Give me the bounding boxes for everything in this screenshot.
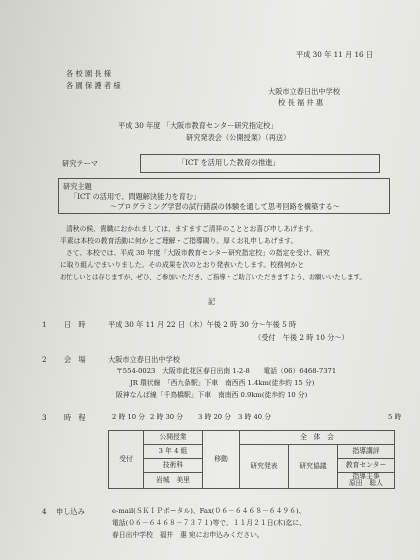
schedule-presentation: 研究発表: [240, 445, 289, 489]
schedule-discussion: 研究協議: [289, 445, 338, 489]
schedule-open-class: 公開授業: [144, 431, 203, 445]
schedule-center: 教育センター: [338, 459, 395, 473]
schedule-advisor-name: 原田 聡人: [349, 479, 383, 488]
apply-line: 電話(０６－６４６８－７３７１)等で、１１月２１日(木)迄に、: [112, 519, 306, 527]
schedule-reception: 受付: [109, 431, 144, 489]
schedule-move: 移動: [203, 431, 240, 489]
schedule-teacher: 岩城 美里: [144, 473, 203, 489]
time-mark: 2 時 10 分: [112, 413, 146, 421]
theme-label: 研究テーマ: [62, 159, 98, 168]
access-hanshin: 阪神なんば線「千鳥橋駅」下車 南南西 0.9km(徒歩約 10 分): [116, 391, 308, 399]
theme-value: 「ICT を活用した教育の推進」: [178, 158, 280, 167]
time-mark: 2 時 30 分: [150, 413, 184, 421]
schedule-plenary: 全 体 会: [240, 431, 395, 445]
item-number: 1: [42, 320, 47, 329]
document-title-line2: 研究発表会（公開授業）（再送）: [186, 133, 291, 142]
body-line: お忙しいとは存じますが、ぜひ、ご参加いただき、ご指導・ご助言いただきますよう、お願いいたします。: [60, 273, 366, 281]
schedule-advisor: [338, 473, 395, 489]
venue-address: 〒554-0023 大阪市此花区春日出南 1-2-8 電話（06）6468-7371: [116, 367, 337, 375]
document-title-line1: 平成 30 年度 「大阪市教育センター研究指定校」: [118, 121, 278, 130]
body-line: に取り組んでまいりました。その成果を次のとおり発表いたします。校務何かと: [60, 261, 305, 269]
schedule-lecture: 指導講評: [338, 445, 395, 459]
ki-heading: 記: [208, 297, 216, 306]
item-label-schedule: 時 程: [64, 413, 86, 422]
item-number: 3: [42, 413, 47, 422]
sender-school: 大阪市立春日出中学校: [268, 87, 340, 96]
item-label-venue: 会 場: [64, 355, 86, 364]
time-mark: 3 時 20 分: [198, 413, 232, 421]
schedule-subject: 技術科: [144, 459, 203, 473]
event-datetime: 平成 30 年 11 月 22 日（木）午後 2 時 30 分～午後 5 時: [108, 320, 297, 329]
venue-name: 大阪市立春日出中学校: [108, 355, 180, 364]
apply-line: 春日出中学校 福井 惠 宛にお申込みください。: [112, 531, 264, 539]
schedule-class-name: 3 年 4 組: [144, 445, 203, 459]
subtheme-line2: ～プログラミング学習の試行錯誤の体験を通して思考回路を構築する～: [110, 202, 340, 211]
subtheme-label: 研究主題: [63, 182, 92, 191]
item-label-application: 申し込み: [56, 507, 85, 516]
apply-line: e-mail(ＳＫＩＰポータル)、Fax(０６－６４６８－６４９６)、: [112, 507, 306, 515]
subtheme-line1: 「ICT の活用で、問題解決能力を育む」: [70, 192, 201, 201]
time-mark: 3 時 40 分: [238, 413, 272, 421]
item-label-datetime: 日 時: [64, 320, 86, 329]
recipient-principals: 各 校 園 長 様: [66, 69, 112, 78]
issue-date: 平成 30 年 11 月 16 日: [296, 50, 374, 59]
sender-principal: 校 長 福 井 惠: [278, 98, 324, 107]
time-mark: 5 時: [388, 413, 402, 421]
body-line: さて、本校では、平成 30 年度「大阪市教育センター研究指定校」の指定を受け、研究: [66, 249, 330, 257]
item-number: 2: [42, 355, 47, 364]
access-jr: JR 環状線 「西九条駅」下車 南西西 1.4km(徒歩約 15 分): [130, 379, 315, 387]
body-line: 清秋の候、貴職におかれましては、ますますご清祥のこととお喜び申しあげます。: [66, 225, 317, 233]
reception-time: （受付 午後 2 時 10 分～）: [254, 333, 349, 342]
schedule-advisor-title: 指導主事: [352, 472, 380, 480]
body-line: 平素は本校の教育活動に何かとご理解・ご指導賜り、厚くお礼申しあげます。: [60, 237, 298, 245]
schedule-table: [108, 430, 395, 489]
recipient-guardians: 各 園 保 護 者 様: [66, 81, 121, 90]
item-number: 4: [42, 507, 47, 516]
